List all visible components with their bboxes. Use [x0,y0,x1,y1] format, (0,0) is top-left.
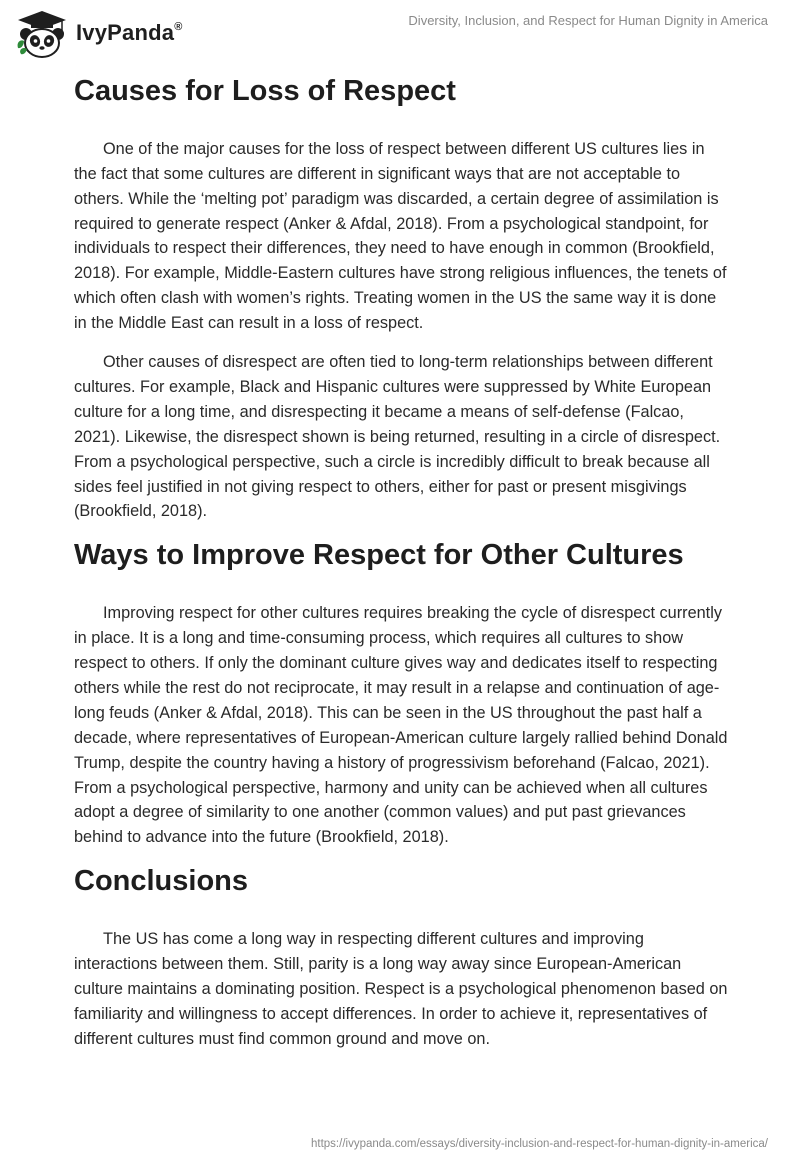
brand-name-text: IvyPanda [76,20,175,45]
section-heading-ways-to-improve: Ways to Improve Respect for Other Cultures [74,539,684,572]
essay-content [74,68,730,1052]
paragraph: Other causes of disrespect are often tied to long-term relationships between different cultures. For example, Black and Hispanic cultures were suppressed by White European culture for a long time, and disrespecting it became a means of self-defense (Falcao, 2021). Likewise, the disrespect shown is being returned, resulting in a circle of disrespect. From a psychological perspective, such a circle is incredibly difficult to break because all sides feel justified in not giving respect to others, either for past or present misgivings (Brookfield, 2018). [74,353,721,521]
paragraph: Improving respect for other cultures requires breaking the cycle of disrespect currently in place. It is a long and time-consuming process, which requires all cultures to show respect to others. If only the dominant culture gives way and dedicates itself to respecting others while the rest do not reciprocate, it may result in a relapse and continuation of age-long feuds (Anker & Afdal, 2018). This can be seen in the US throughout the past half a decade, where representatives of European-American culture largely rallied behind Donald Trump, despite the country having a history of progressivism beforehand (Falcao, 2021). From a psychological perspective, harmony and unity can be achieved when all cultures adopt a degree of similarity to one another (common values) and put past grievances behind to advance into the future (Brookfield, 2018). [74,604,728,847]
registered-mark: ® [174,20,183,33]
brand-name[interactable] [76,20,183,46]
section-heading-conclusions: Conclusions [74,865,249,898]
page-header [0,0,800,60]
source-url-link[interactable]: https://ivypanda.com/essays/diversity-inclusion-and-respect-for-human-dignity-in-america/ [311,1138,768,1150]
paragraph: The US has come a long way in respecting different cultures and improving interactions between them. Still, parity is a long way away since European-American culture maintains a dominating position. Respect is a psychological phenomenon based on familiarity and willingness to accept differences. In order to achieve it, representatives of different cultures must find common ground and move on. [74,930,728,1048]
paragraph: One of the major causes for the loss of respect between different US cultures lies in the fact that some cultures are different in significant ways that are not acceptable to others. While the ‘melting pot’ paradigm was discarded, a certain degree of assimilation is required to generate respect (Anker & Afdal, 2018). From a psychological standpoint, for individuals to respect their differences, they need to have enough in common (Brookfield, 2018). For example, Middle-Eastern cultures have strong religious influences, the tenets of which often clash with women’s rights. Treating women in the US the same way it is done in the Middle East can result in a loss of respect. [74,139,727,333]
document-title: Diversity, Inclusion, and Respect for Human Dignity in America [408,13,768,28]
ivypanda-logo-icon[interactable] [14,8,70,60]
section-heading-causes: Causes for Loss of Respect [74,75,456,107]
